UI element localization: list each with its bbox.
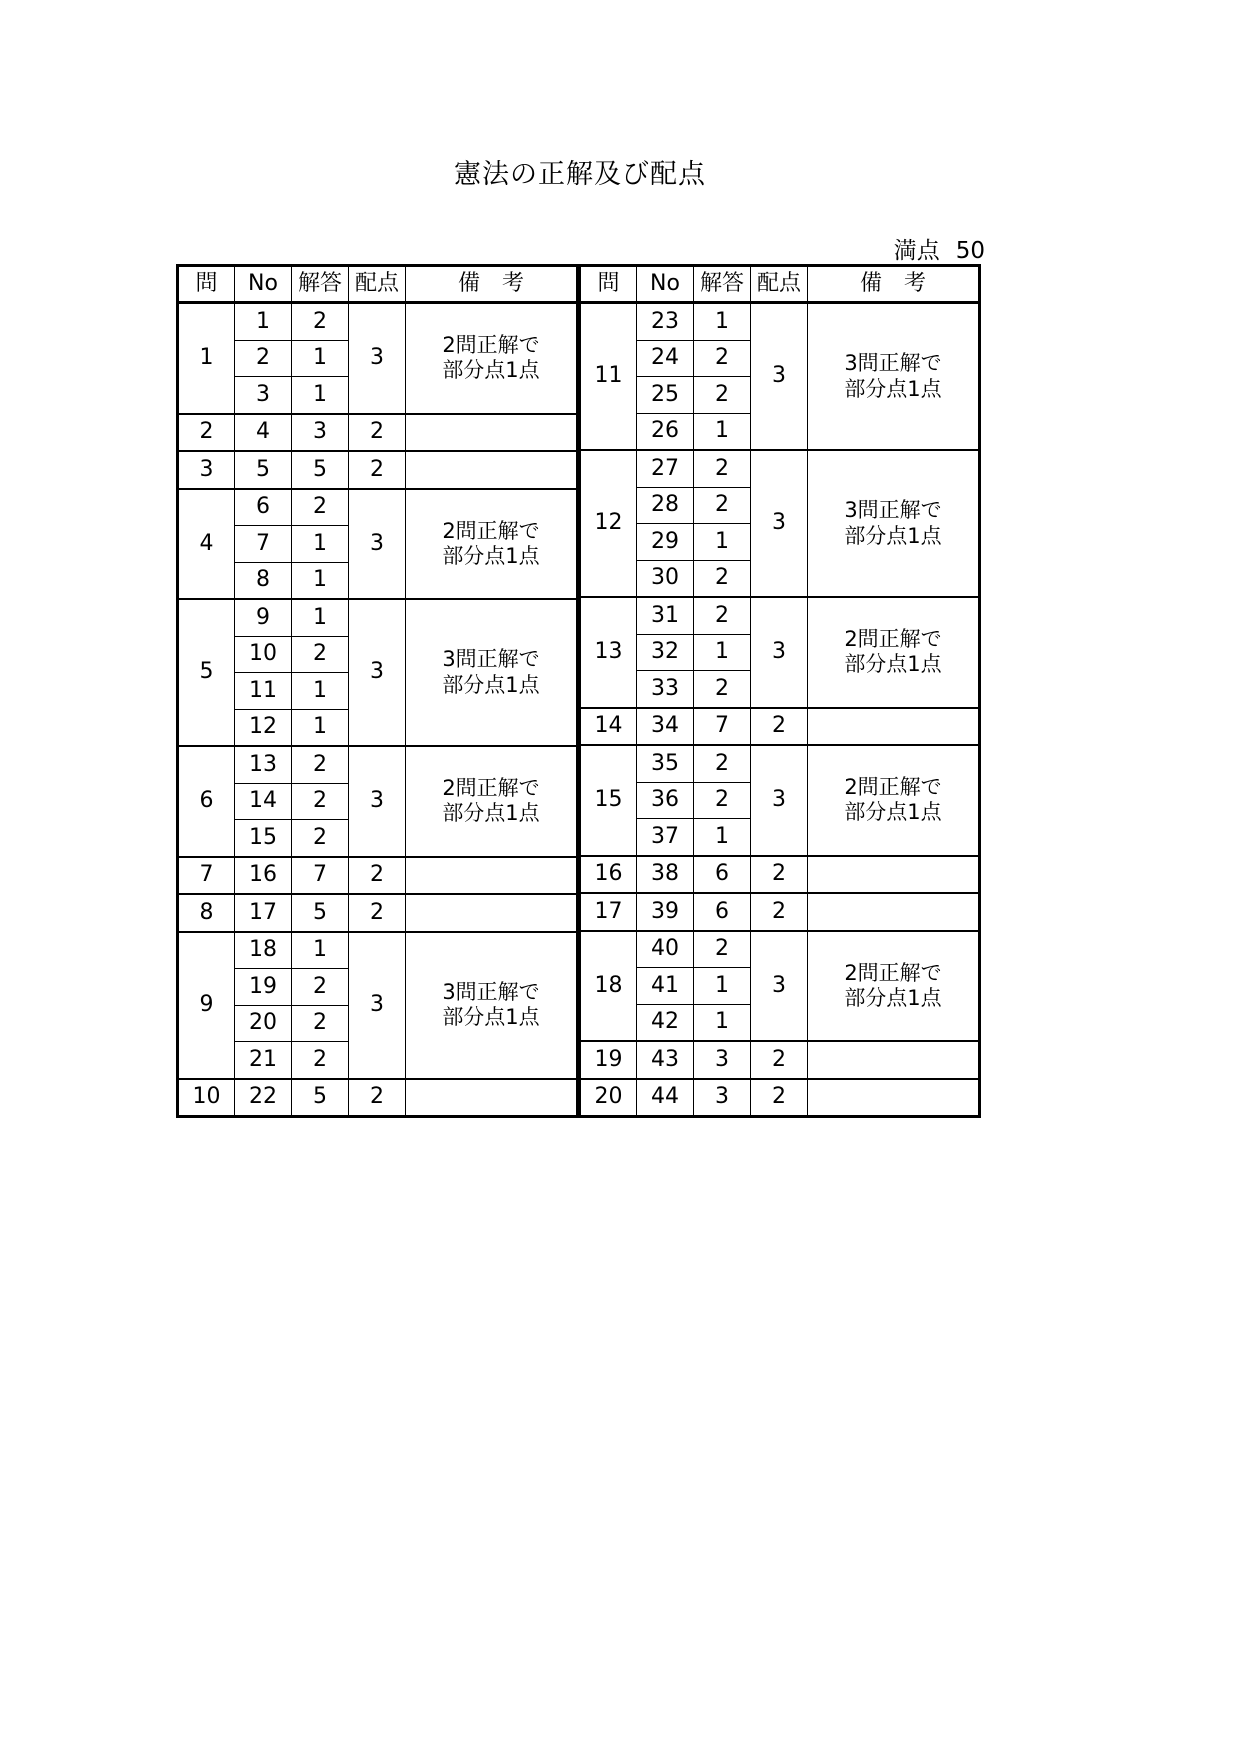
remark-cell xyxy=(406,451,578,489)
full-score xyxy=(840,232,985,262)
remark-line: 2問正解で xyxy=(442,333,540,358)
question-number: 2 xyxy=(178,414,235,452)
table-row xyxy=(580,303,980,341)
remark-line: 3問正解で xyxy=(442,979,540,1004)
remark-line: 2問正解で xyxy=(844,627,942,652)
answer-value: 1 xyxy=(292,709,349,746)
table-row xyxy=(580,1041,980,1079)
question-number: 7 xyxy=(178,857,235,895)
remark-cell xyxy=(406,1079,578,1117)
remark-line: 2問正解で xyxy=(442,518,540,543)
question-number: 4 xyxy=(178,489,235,600)
answer-value: 1 xyxy=(292,673,349,710)
points-value: 2 xyxy=(349,451,406,489)
remark-cell xyxy=(808,931,980,1042)
answer-value: 3 xyxy=(694,1079,751,1117)
question-number: 13 xyxy=(580,597,637,708)
question-number: 18 xyxy=(580,931,637,1042)
remark-line: 3問正解で xyxy=(844,498,942,523)
answer-value: 6 xyxy=(694,893,751,931)
points-value: 3 xyxy=(349,303,406,414)
item-number: 42 xyxy=(637,1004,694,1041)
answer-value: 2 xyxy=(694,450,751,487)
remark-line: 部分点1点 xyxy=(442,801,540,826)
question-number: 19 xyxy=(580,1041,637,1079)
page-title: 憲法の正解及び配点 xyxy=(454,159,706,190)
header-points: 配点 xyxy=(349,266,406,303)
remark-line: 2問正解で xyxy=(844,775,942,800)
item-number: 10 xyxy=(235,636,292,673)
answer-value: 1 xyxy=(694,968,751,1005)
question-number: 10 xyxy=(178,1079,235,1117)
answer-value: 5 xyxy=(292,1079,349,1117)
item-number: 4 xyxy=(235,414,292,452)
item-number: 27 xyxy=(637,450,694,487)
remark-line: 2問正解で xyxy=(442,776,540,801)
points-value: 2 xyxy=(349,414,406,452)
remark-cell xyxy=(406,489,578,600)
header-remarks: 備 考 xyxy=(808,266,980,303)
answer-value: 1 xyxy=(292,932,349,969)
points-value: 2 xyxy=(349,857,406,895)
answer-table-body xyxy=(580,303,980,1117)
item-number: 22 xyxy=(235,1079,292,1117)
item-number: 41 xyxy=(637,968,694,1005)
table-row xyxy=(580,708,980,746)
points-value: 3 xyxy=(751,931,808,1042)
remark-cell xyxy=(808,856,980,894)
item-number: 43 xyxy=(637,1041,694,1079)
points-value: 2 xyxy=(349,894,406,932)
remark-line: 部分点1点 xyxy=(844,800,942,825)
answer-value: 2 xyxy=(292,303,349,341)
points-value: 3 xyxy=(751,597,808,708)
remark-cell xyxy=(808,745,980,856)
remark-line: 2問正解で xyxy=(844,960,942,985)
item-number: 35 xyxy=(637,745,694,782)
answer-value: 2 xyxy=(292,820,349,857)
remark-cell xyxy=(406,599,578,746)
header-answer: 解答 xyxy=(292,266,349,303)
points-value: 2 xyxy=(751,1041,808,1079)
remark-cell xyxy=(406,746,578,857)
question-number: 9 xyxy=(178,932,235,1079)
header-remarks: 備 考 xyxy=(406,266,578,303)
answer-value: 6 xyxy=(694,856,751,894)
full-score-label: 満点 xyxy=(893,238,940,264)
question-number: 15 xyxy=(580,745,637,856)
question-number: 6 xyxy=(178,746,235,857)
item-number: 44 xyxy=(637,1079,694,1117)
item-number: 38 xyxy=(637,856,694,894)
answer-value: 2 xyxy=(694,671,751,708)
item-number: 15 xyxy=(235,820,292,857)
remark-line: 部分点1点 xyxy=(844,985,942,1010)
remark-line: 部分点1点 xyxy=(442,672,540,697)
remark-cell xyxy=(406,303,578,414)
table-row xyxy=(178,932,578,969)
table-row xyxy=(178,894,578,932)
points-value: 3 xyxy=(751,745,808,856)
item-number: 3 xyxy=(235,377,292,414)
remark-cell xyxy=(406,932,578,1079)
answer-value: 1 xyxy=(292,340,349,377)
item-number: 40 xyxy=(637,931,694,968)
answer-value: 2 xyxy=(292,1042,349,1079)
remark-line: 部分点1点 xyxy=(844,523,942,548)
answer-value: 1 xyxy=(694,1004,751,1041)
question-number: 14 xyxy=(580,708,637,746)
item-number: 13 xyxy=(235,746,292,783)
item-number: 32 xyxy=(637,634,694,671)
answer-value: 3 xyxy=(694,1041,751,1079)
remark-line: 部分点1点 xyxy=(844,652,942,677)
remark-cell xyxy=(808,450,980,597)
points-value: 3 xyxy=(349,489,406,600)
item-number: 5 xyxy=(235,451,292,489)
question-number: 11 xyxy=(580,303,637,451)
question-number: 5 xyxy=(178,599,235,746)
table-row xyxy=(178,1079,578,1117)
item-number: 37 xyxy=(637,819,694,856)
table-row xyxy=(580,597,980,634)
answer-value: 2 xyxy=(694,782,751,819)
points-value: 3 xyxy=(349,746,406,857)
question-number: 3 xyxy=(178,451,235,489)
points-value: 2 xyxy=(751,1079,808,1117)
table-row xyxy=(580,450,980,487)
points-value: 2 xyxy=(349,1079,406,1117)
answer-value: 2 xyxy=(694,487,751,524)
points-value: 2 xyxy=(751,856,808,894)
item-number: 8 xyxy=(235,562,292,599)
points-value: 3 xyxy=(349,599,406,746)
item-number: 21 xyxy=(235,1042,292,1079)
question-number: 8 xyxy=(178,894,235,932)
remark-cell xyxy=(406,414,578,452)
answer-table-body xyxy=(178,303,578,1117)
question-number: 1 xyxy=(178,303,235,414)
answer-value: 1 xyxy=(292,526,349,563)
header-no: No xyxy=(235,266,292,303)
item-number: 19 xyxy=(235,969,292,1006)
remark-line: 3問正解で xyxy=(442,647,540,672)
item-number: 2 xyxy=(235,340,292,377)
item-number: 31 xyxy=(637,597,694,634)
item-number: 39 xyxy=(637,893,694,931)
remark-cell xyxy=(808,1079,980,1117)
question-number: 17 xyxy=(580,893,637,931)
answer-value: 5 xyxy=(292,894,349,932)
table-row xyxy=(580,856,980,894)
answer-value: 2 xyxy=(292,969,349,1006)
table-row xyxy=(178,303,578,341)
header-row xyxy=(178,266,578,303)
item-number: 29 xyxy=(637,524,694,561)
points-value: 3 xyxy=(751,450,808,597)
points-value: 2 xyxy=(751,708,808,746)
points-value: 2 xyxy=(751,893,808,931)
item-number: 18 xyxy=(235,932,292,969)
remark-cell xyxy=(808,893,980,931)
answer-value: 1 xyxy=(292,599,349,636)
table-row xyxy=(178,414,578,452)
answer-value: 2 xyxy=(694,931,751,968)
table-row xyxy=(580,931,980,968)
item-number: 11 xyxy=(235,673,292,710)
answer-value: 2 xyxy=(694,560,751,597)
header-row xyxy=(580,266,980,303)
answer-table-left xyxy=(176,264,579,1118)
header-question: 問 xyxy=(580,266,637,303)
item-number: 20 xyxy=(235,1005,292,1042)
item-number: 34 xyxy=(637,708,694,746)
answer-value: 2 xyxy=(694,340,751,377)
answer-value: 1 xyxy=(292,562,349,599)
points-value: 3 xyxy=(751,303,808,451)
remark-cell xyxy=(808,1041,980,1079)
item-number: 7 xyxy=(235,526,292,563)
answer-value: 2 xyxy=(694,745,751,782)
full-score-value: 50 xyxy=(955,238,985,264)
answer-value: 2 xyxy=(292,489,349,526)
header-question: 問 xyxy=(178,266,235,303)
item-number: 36 xyxy=(637,782,694,819)
item-number: 9 xyxy=(235,599,292,636)
item-number: 28 xyxy=(637,487,694,524)
table-row xyxy=(178,599,578,636)
table-row xyxy=(178,451,578,489)
answer-value: 7 xyxy=(694,708,751,746)
remark-line: 部分点1点 xyxy=(844,376,942,401)
answer-value: 1 xyxy=(292,377,349,414)
item-number: 16 xyxy=(235,857,292,895)
remark-line: 部分点1点 xyxy=(442,1005,540,1029)
table-row xyxy=(580,745,980,782)
answer-value: 5 xyxy=(292,451,349,489)
header-no: No xyxy=(637,266,694,303)
table-row xyxy=(178,489,578,526)
answer-value: 1 xyxy=(694,524,751,561)
item-number: 30 xyxy=(637,560,694,597)
answer-value: 2 xyxy=(292,1005,349,1042)
answer-value: 2 xyxy=(292,783,349,820)
remark-line: 部分点1点 xyxy=(442,543,540,568)
item-number: 17 xyxy=(235,894,292,932)
answer-value: 2 xyxy=(694,377,751,414)
item-number: 6 xyxy=(235,489,292,526)
question-number: 16 xyxy=(580,856,637,894)
remark-cell xyxy=(808,597,980,708)
question-number: 20 xyxy=(580,1079,637,1117)
table-row xyxy=(580,1079,980,1117)
remark-cell xyxy=(406,857,578,895)
answer-value: 2 xyxy=(694,597,751,634)
answer-value: 1 xyxy=(694,634,751,671)
points-value: 3 xyxy=(349,932,406,1079)
header-points: 配点 xyxy=(751,266,808,303)
item-number: 12 xyxy=(235,709,292,746)
item-number: 26 xyxy=(637,413,694,450)
question-number: 12 xyxy=(580,450,637,597)
item-number: 1 xyxy=(235,303,292,341)
item-number: 14 xyxy=(235,783,292,820)
table-row xyxy=(580,893,980,931)
remark-cell xyxy=(808,303,980,451)
answer-value: 1 xyxy=(694,819,751,856)
answer-value: 1 xyxy=(694,413,751,450)
answer-value: 2 xyxy=(292,636,349,673)
answer-value: 3 xyxy=(292,414,349,452)
table-row xyxy=(178,857,578,895)
item-number: 25 xyxy=(637,377,694,414)
answer-value: 1 xyxy=(694,303,751,341)
remark-cell xyxy=(406,894,578,932)
item-number: 23 xyxy=(637,303,694,341)
table-row xyxy=(178,746,578,783)
answer-value: 7 xyxy=(292,857,349,895)
answer-value: 2 xyxy=(292,746,349,783)
answer-table-right xyxy=(578,264,981,1118)
remark-cell xyxy=(808,708,980,746)
remark-line: 部分点1点 xyxy=(442,358,540,383)
header-answer: 解答 xyxy=(694,266,751,303)
item-number: 33 xyxy=(637,671,694,708)
remark-line: 3問正解で xyxy=(844,351,942,376)
item-number: 24 xyxy=(637,340,694,377)
